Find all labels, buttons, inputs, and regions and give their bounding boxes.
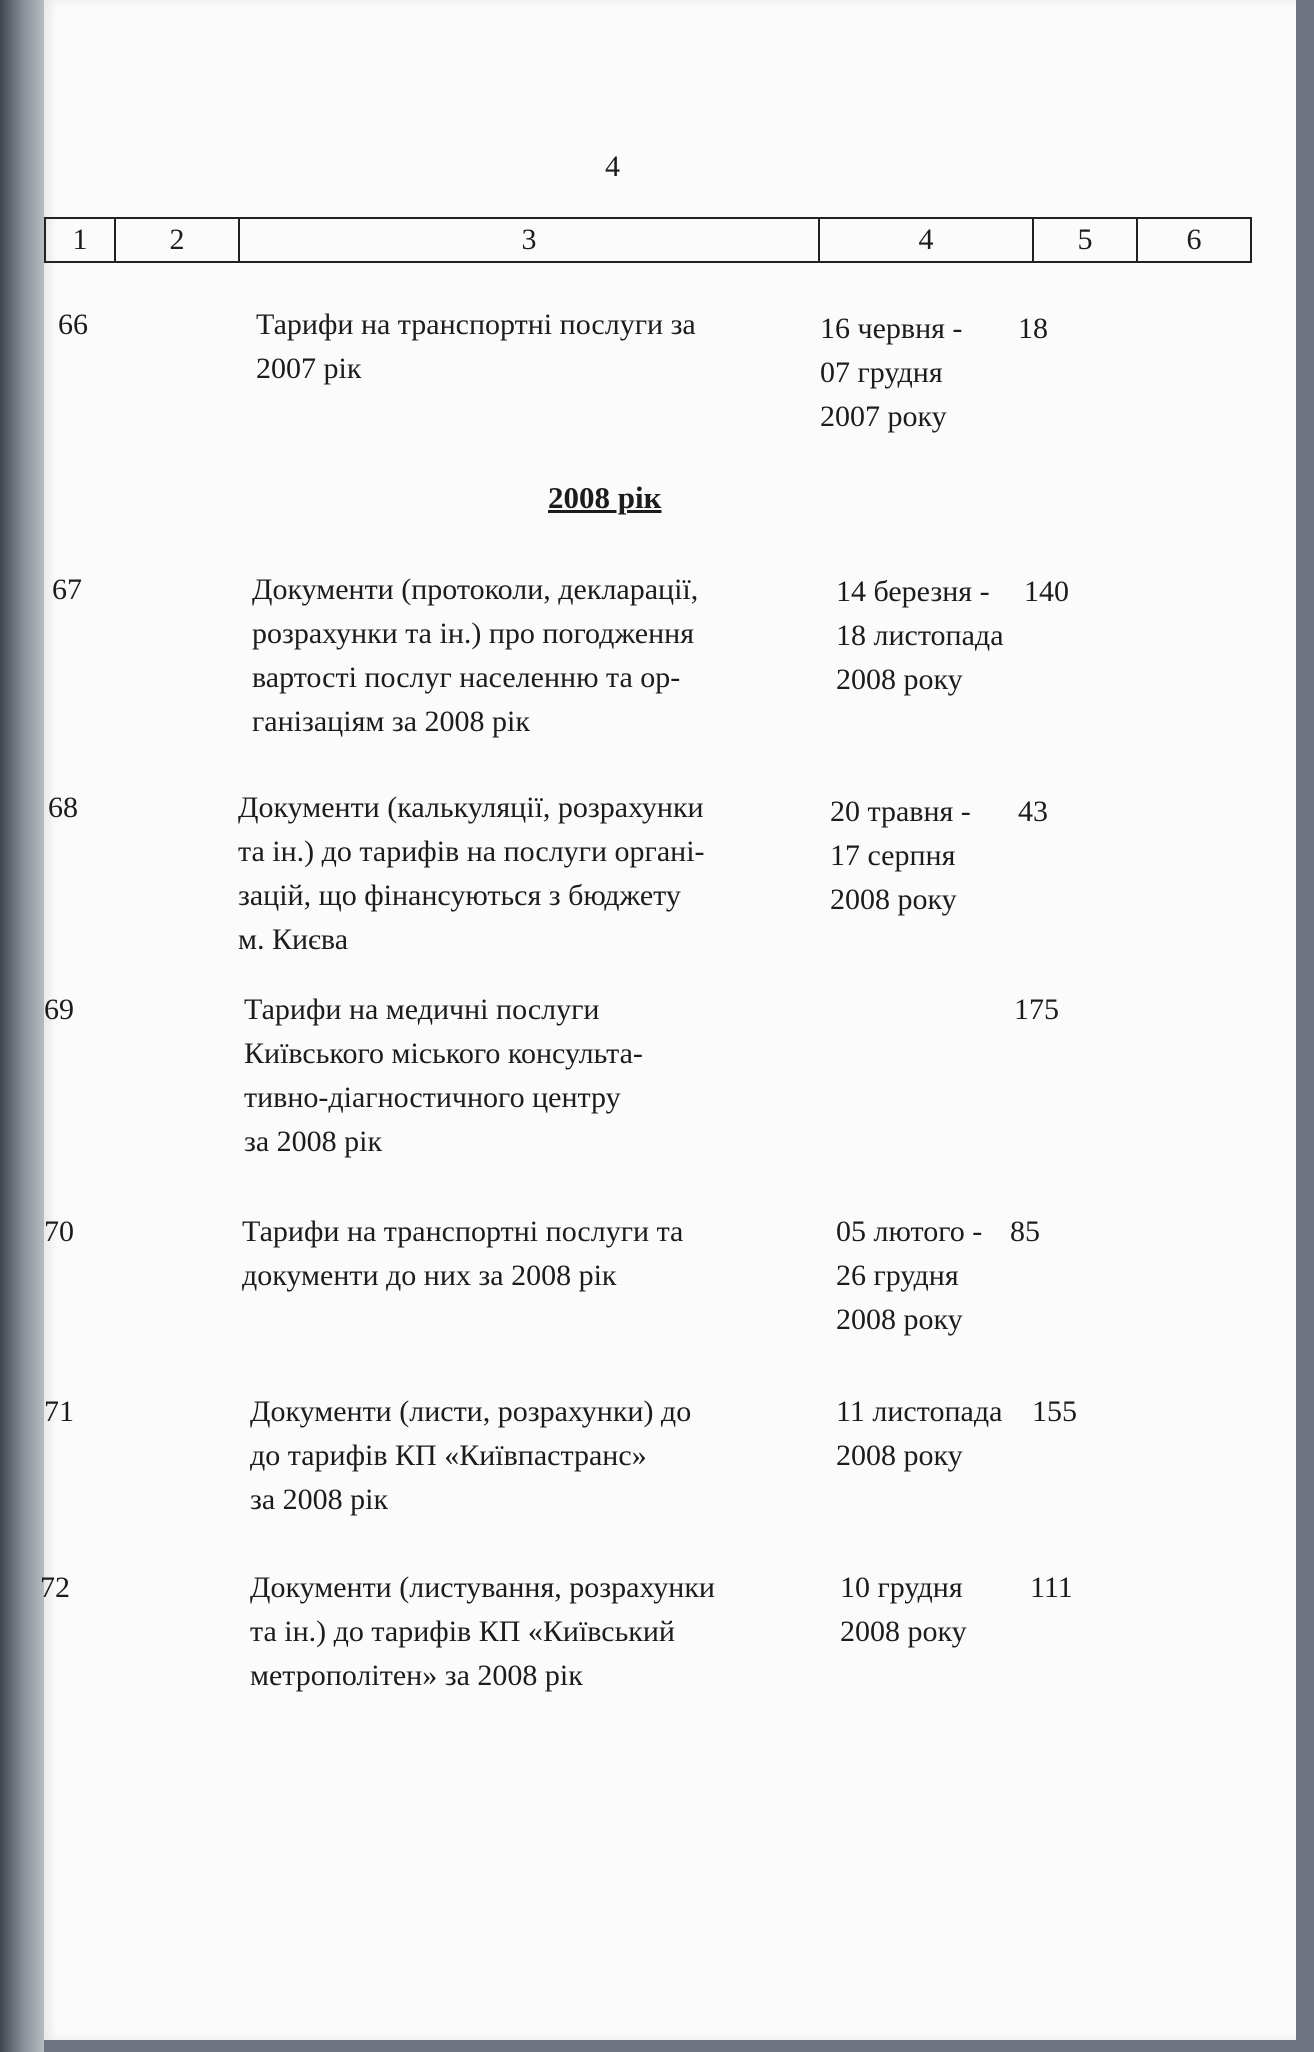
entry-number: 71 [44,1395,74,1428]
entry-sheet-count: 43 [1018,795,1048,828]
entry-dates: 05 лютого - 26 грудня 2008 року [836,1215,983,1336]
entry-sheet-count: 18 [1018,312,1048,345]
column-header-row [44,217,1252,263]
entry-sheet-count: 111 [1030,1571,1073,1604]
entry-title: Документи (калькуляції, розрахунки та ін.) до тарифів на послуги органі- зацій, що фінансуються з бюджету м. Києва [238,791,705,956]
entry-sheet-count: 175 [1014,993,1059,1026]
entry-dates: 11 листопада 2008 року [836,1395,1003,1472]
section-heading-year: 2008 рік [548,480,662,515]
entry-dates: 20 травня - 17 серпня 2008 року [830,795,971,916]
entry-title: Тарифи на медичні послуги Київського міського консульта- тивно-діагностичного центру за 2008 рік [244,993,643,1158]
column-header-2: 2 [115,218,239,262]
entry-dates: 14 березня - 18 листопада 2008 року [836,575,1004,696]
column-header-1: 1 [45,218,115,262]
entry-number: 68 [48,791,78,824]
entry-title: Документи (листування, розрахунки та ін.) до тарифів КП «Київський метрополітен» за 2008 рік [250,1571,715,1692]
entry-sheet-count: 140 [1024,575,1069,608]
entry-dates: 16 червня - 07 грудня 2007 року [820,312,963,433]
column-header-5: 5 [1033,218,1137,262]
column-header-3: 3 [239,218,819,262]
column-header-4: 4 [819,218,1033,262]
entry-number: 70 [44,1215,74,1248]
entry-sheet-count: 155 [1032,1395,1077,1428]
entry-sheet-count: 85 [1010,1215,1040,1248]
entry-number: 69 [44,993,74,1026]
entry-dates: 10 грудня 2008 року [840,1571,967,1648]
entry-title: Документи (листи, розрахунки) до до тарифів КП «Київпастранс» за 2008 рік [250,1395,692,1516]
column-header-6: 6 [1137,218,1251,262]
page-number: 4 [605,150,620,183]
book-spine [0,0,44,2052]
entry-number: 67 [52,573,82,606]
entry-title: Тарифи на транспортні послуги та документи до них за 2008 рік [242,1215,684,1292]
entry-title: Тарифи на транспортні послуги за 2007 рік [256,308,696,385]
entry-number: 66 [58,308,88,341]
entry-number: 72 [40,1571,70,1604]
entry-title: Документи (протоколи, декларації, розрахунки та ін.) про погодження вартості послуг населенню та ор- ганізаціям за 2008 рік [252,573,699,738]
